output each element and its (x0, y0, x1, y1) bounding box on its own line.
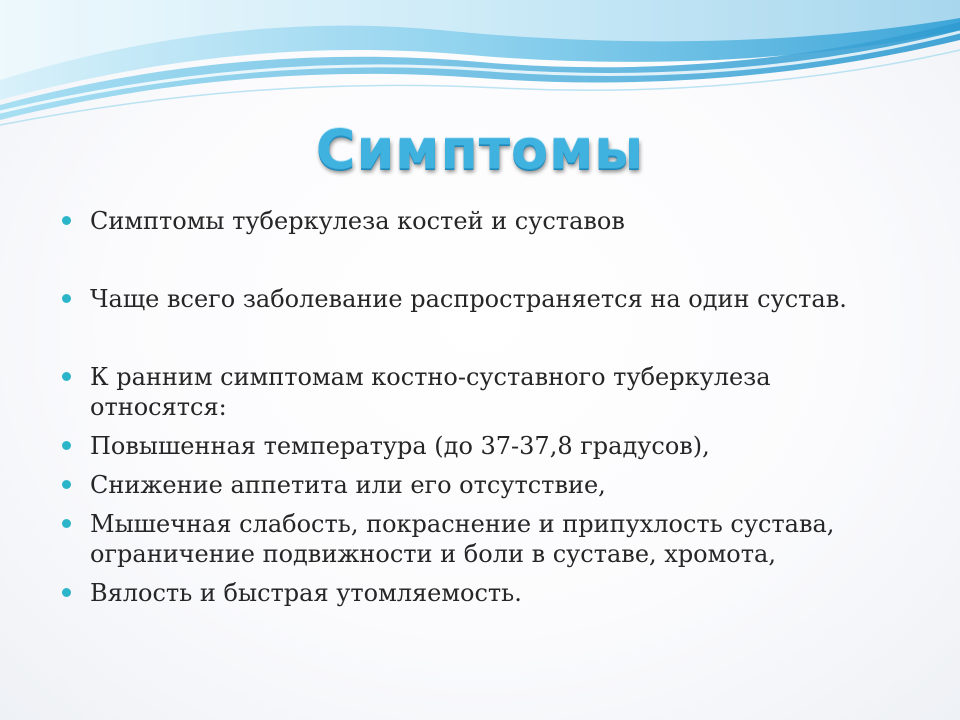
bullet-dot-icon (62, 216, 71, 225)
bullet-dot-icon (62, 588, 71, 597)
list-item-text: Мышечная слабость, покраснение и припухлость сустава, ограничение подвижности и боли в суставе, хромота, (90, 510, 835, 568)
list-item (60, 470, 920, 500)
list-item (60, 362, 810, 422)
list-item (60, 509, 880, 569)
bullet-dot-icon (62, 372, 71, 381)
list-item (60, 206, 920, 236)
list-item (60, 431, 920, 461)
list-item-text: Повышенная температура (до 37-37,8 градусов), (90, 432, 710, 460)
bullet-dot-icon (62, 441, 71, 450)
list-item-text: К ранним симптомам костно-суставного туберкулеза относятся: (90, 363, 771, 421)
list-item-text: Симптомы туберкулеза костей и суставов (90, 207, 625, 235)
page-title: Симптомы (315, 118, 645, 181)
bullet-dot-icon (62, 480, 71, 489)
bullet-list (60, 206, 920, 608)
bullet-dot-icon (62, 519, 71, 528)
list-item (60, 578, 920, 608)
list-item-text: Чаще всего заболевание распространяется на один сустав. (90, 285, 847, 313)
list-item-text: Снижение аппетита или его отсутствие, (90, 471, 606, 499)
bullet-dot-icon (62, 294, 71, 303)
list-item (60, 284, 920, 314)
wave-header-decoration (0, 0, 960, 130)
list-item-text: Вялость и быстрая утомляемость. (90, 579, 522, 607)
